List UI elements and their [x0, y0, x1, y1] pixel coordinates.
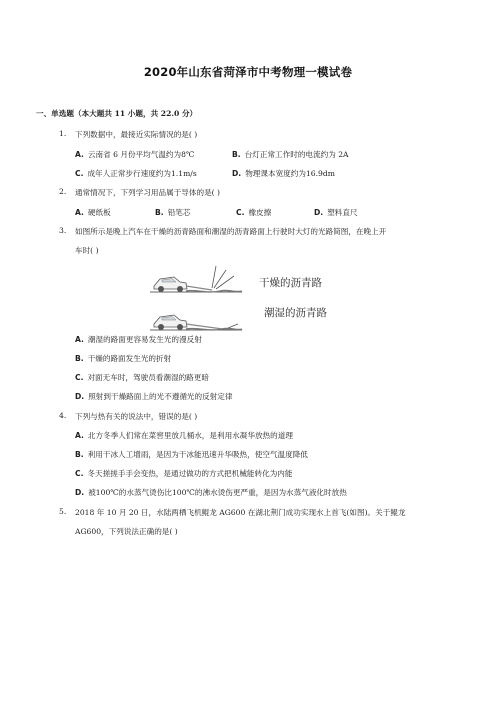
question-text: 2018 年 10 月 20 日，水陆两栖飞机鲲龙 AG600 在湖北荆门成功实现水上首飞(如图)。关于鲲龙 [75, 508, 406, 517]
dry-road-label: 干燥的沥青路 [259, 277, 322, 289]
page-title: 2020年山东省菏泽市中考物理一模试卷 [143, 65, 353, 79]
question-text: 如图所示是晚上汽车在干燥的沥青路面和潮湿的沥青路面上行驶时大灯的光路简图，在晚上开 [75, 227, 387, 236]
option-b: B. 台灯正常工作时的电流约为 2A [232, 150, 349, 159]
section-heading: 一、单选题（本大题共 11 小题，共 22.0 分） [36, 109, 198, 118]
option-a: A. 硬纸板 [75, 208, 111, 217]
question-number: 4. [59, 411, 67, 420]
question-number: 5. [59, 507, 67, 516]
question-number: 1. [59, 129, 67, 138]
question-text: 下列数据中，最接近实际情况的是( ) [75, 130, 198, 139]
question-text: 通常情况下，下列学习用品属于导体的是( ) [75, 188, 221, 197]
option-d: D. 塑料直尺 [314, 208, 358, 217]
option-c: C. 对面无车时，驾驶员看潮湿的路更暗 [75, 373, 209, 382]
option-a: A. 北方冬季人们常在菜窖里放几桶水，是利用水凝华放热的道理 [75, 431, 293, 440]
question-text-cont: AG600，下列说法正确的是( ) [75, 527, 178, 536]
question-text: 下列与热有关的说法中，错误的是( ) [75, 412, 198, 421]
option-d: D. 被100℃的水蒸气烫伤比100℃的沸水烫伤更严重，是因为水蒸气液化时放热 [75, 488, 347, 497]
car-wet-icon [154, 315, 187, 330]
option-c: C. 橡皮擦 [236, 208, 272, 217]
option-b: B. 利用干冰人工增雨，是因为干冰能迅速升华吸热，使空气温度降低 [75, 450, 308, 459]
option-a: A. 潮湿的路面更容易发生光的漫反射 [75, 335, 202, 344]
option-d: D. 物理课本宽度约为16.9dm [232, 169, 335, 178]
wet-road-label: 潮湿的沥青路 [264, 307, 327, 319]
question-number: 2. [59, 187, 67, 196]
option-b: B. 铅笔芯 [155, 208, 191, 217]
option-c: C. 成年人正常步行速度约为1.1m/s [75, 169, 197, 178]
option-d: D. 照射到干燥路面上的光不遵循光的反射定律 [75, 392, 233, 401]
question-number: 3. [59, 226, 67, 235]
option-b: B. 干燥的路面发生光的折射 [75, 354, 172, 363]
car-dry-icon [154, 277, 187, 292]
question-text-cont: 车时( ) [75, 246, 99, 255]
option-c: C. 冬天搓搓手手会变热，是通过做功的方式把机械能转化为内能 [75, 469, 293, 478]
option-a: A. 云南省 6 月份平均气温约为8℃ [75, 150, 195, 159]
